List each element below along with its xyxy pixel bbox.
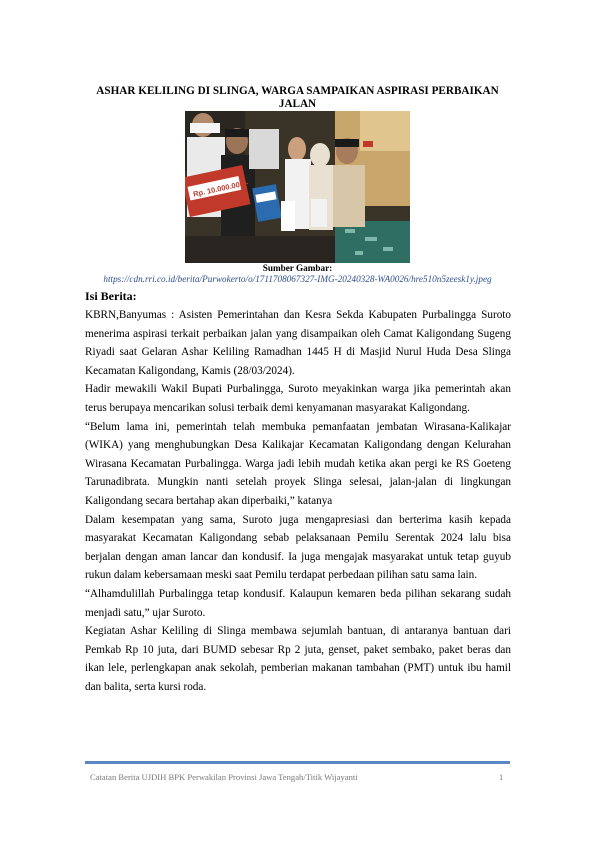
news-photo <box>185 111 410 263</box>
footer-text: Catatan Berita UJDIH BPK Perwakilan Provinsi Jawa Tengah/Titik Wijayanti <box>90 772 358 782</box>
paragraph: Kegiatan Ashar Keliling di Slinga membawa sejumlah bantuan, di antaranya bantuan dari Pemkab Rp 10 juta, dari BUMD sebesar Rp 2 juta, genset, paket sembako, paket beras dan ikan lele, perlengkapan anak sekolah, pemberian makanan tambahan (PMT) untuk ibu hamil dan balita, serta kursi roda. <box>85 625 511 693</box>
photo-sign-text: Rp. 10.000.000,- <box>192 178 250 199</box>
paragraph: Hadir mewakili Wakil Bupati Purbalingga, Suroto meyakinkan warga jika pemerintah akan terus berupaya mencarikan solusi terbaik demi kenyamanan masyarakat Kaligondang. <box>85 383 511 414</box>
paragraph: “Alhamdulillah Purbalingga tetap kondusif. Kalaupun kemaren beda pilihan sekarang sudah menjadi satu,” ujar Suroto. <box>85 587 511 619</box>
section-heading: Isi Berita: <box>85 289 137 303</box>
paragraph: KBRN,Banyumas : Asisten Pemerintahan dan Kesra Sekda Kabupaten Purbalingga Suroto menerima aspirasi terkait perbaikan jalan yang disampaikan oleh Camat Kaligondang Sugeng Riyadi saat Gelaran Ashar Keliling Ramadhan 1445 H di Masjid Nurul Huda Desa Slinga Kecamatan Kaligondang, Kamis (28/03/2024). <box>85 309 511 377</box>
page-title: ASHAR KELILING DI SLINGA, WARGA SAMPAIKAN ASPIRASI PERBAIKAN JALAN <box>96 85 499 110</box>
news-photo-illustration <box>185 111 410 263</box>
image-caption <box>85 263 510 285</box>
image-caption-label: Sumber Gambar: <box>262 263 333 273</box>
image-source-link[interactable]: https://cdn.rri.co.id/berita/Purwokerto/o/1711708067327-IMG-20240328-WA0026/hre510n5zeesk1y.jpeg <box>103 274 492 284</box>
paragraph: Dalam kesempatan yang sama, Suroto juga mengapresiasi dan berterima kasih kepada masyarakat Kecamatan Kaligondang sebab pelaksanaan Pemilu Serentak 2024 lalu bisa berjalan dengan aman lancar dan kondusif. Ia juga mengajak masyarakat untuk tetap guyub rukun dalam kebersamaan meski saat Pemilu terdapat perbedaan pilihan satu sama lain. <box>85 513 511 582</box>
footer-divider <box>85 761 510 764</box>
paragraph: “Belum lama ini, pemerintah telah membuka pemanfaatan jembatan Wirasana-Kalikajar (WIKA) yang menghubungkan Desa Kalikajar Kecamatan Kaligondang dengan Kelurahan Wirasana Kecamatan Purbalingga. Warga jadi lebih mudah ketika akan pergi ke RS Goeteng Tarunadibrata. Mungkin nanti setelah proyek Slinga selesai, jalan-jalan di lingkungan Kaligondang secara bertahap akan diperbaiki,” katanya <box>85 420 511 507</box>
page-number: 1 <box>499 772 504 782</box>
article-body <box>85 306 511 696</box>
